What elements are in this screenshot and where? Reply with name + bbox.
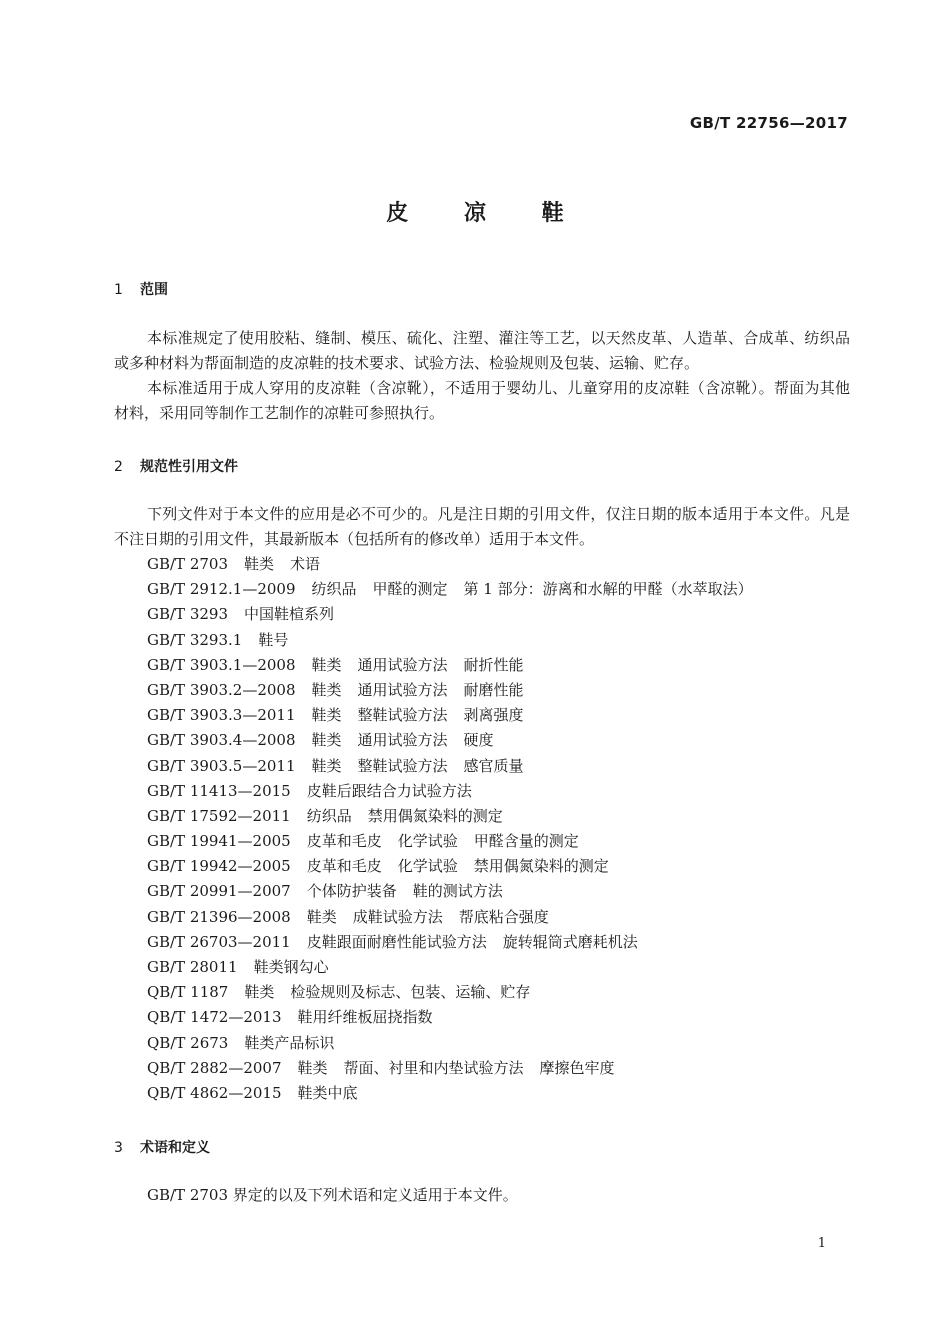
reference-code: GB/T 3903.2—2008 (147, 680, 296, 699)
reference-title-part: 感官质量 (463, 756, 524, 775)
reference-title-part: 个体防护装备 (306, 882, 397, 901)
reference-code: GB/T 19942—2005 (147, 857, 291, 876)
standard-code: GB/T 22756—2017 (689, 114, 848, 132)
reference-item (147, 577, 753, 602)
reference-code: QB/T 4862—2015 (147, 1083, 282, 1102)
section-number: 2 (114, 459, 123, 475)
reference-title-part: 整鞋试验方法 (357, 756, 448, 775)
reference-item (147, 552, 753, 577)
reference-title-part: 鞋类 (297, 1058, 328, 1077)
reference-title-part: 鞋类钢勾心 (253, 958, 329, 976)
reference-title-part: 术语 (290, 555, 321, 573)
reference-title-part: 鞋用纤维板屈挠指数 (297, 1008, 433, 1027)
reference-item (147, 1031, 753, 1056)
reference-item (147, 754, 753, 779)
reference-code: GB/T 3903.4—2008 (147, 731, 296, 750)
reference-title-part: 化学试验 (397, 832, 458, 851)
reference-title-part: 甲醛的测定 (372, 580, 448, 599)
reference-title-part: 通用试验方法 (357, 680, 448, 699)
reference-code: GB/T 2912.1—2009 (147, 580, 296, 599)
reference-title-part: 皮革和毛皮 (306, 832, 382, 851)
reference-title-part: 硬度 (463, 731, 494, 750)
normative-references-list (147, 552, 753, 1106)
reference-title-part: 纺织品 (306, 806, 352, 825)
reference-title-part: 整鞋试验方法 (357, 706, 448, 725)
reference-item (147, 955, 753, 980)
section-2-heading (114, 456, 238, 476)
section-number: 3 (114, 1140, 123, 1156)
reference-title-part: 皮鞋跟面耐磨性能试验方法 (306, 932, 487, 951)
reference-code: QB/T 2673 (147, 1033, 229, 1052)
reference-title-part: 鞋的测试方法 (412, 882, 503, 901)
title-char: 凉 (463, 201, 486, 226)
reference-code: GB/T 19941—2005 (147, 832, 291, 851)
reference-item (147, 854, 753, 879)
section-1-paragraph-2: 本标准适用于成人穿用的皮凉鞋（含凉靴），不适用于婴幼儿、儿童穿用的皮凉鞋（含凉靴）。帮面为其他材料，采用同等制作工艺制作的凉鞋可参照执行。 (114, 379, 850, 422)
section-3-heading (114, 1137, 210, 1157)
section-title: 范围 (140, 282, 168, 298)
reference-item (147, 628, 753, 653)
reference-item (147, 602, 753, 627)
reference-item (147, 653, 753, 678)
reference-item (147, 703, 753, 728)
reference-title-part: 鞋号 (258, 630, 289, 649)
section-number: 1 (114, 282, 123, 298)
section-title: 术语和定义 (140, 1140, 210, 1156)
section-title: 规范性引用文件 (140, 459, 238, 475)
reference-item (147, 905, 753, 930)
reference-item (147, 804, 753, 829)
reference-title-part: 帮底粘合强度 (458, 907, 549, 926)
reference-title-part: 纺织品 (311, 580, 357, 599)
reference-item (147, 1081, 753, 1106)
reference-code: GB/T 3903.1—2008 (147, 655, 296, 674)
reference-title-part: 通用试验方法 (357, 731, 448, 750)
reference-title-part: 第 1 部分：游离和水解的甲醛（水萃取法） (463, 580, 753, 599)
reference-title-part: 耐折性能 (463, 655, 524, 674)
reference-title-part: 中国鞋楦系列 (244, 605, 335, 624)
reference-code: GB/T 3293.1 (147, 630, 243, 649)
reference-item (147, 1056, 753, 1081)
reference-title-part: 化学试验 (397, 857, 458, 876)
reference-code: QB/T 1472—2013 (147, 1008, 282, 1027)
reference-title-part: 皮革和毛皮 (306, 857, 382, 876)
reference-code: GB/T 11413—2015 (147, 781, 291, 800)
reference-title-part: 鞋类 (244, 555, 275, 573)
section-2-paragraph-1: 下列文件对于本文件的应用是必不可少的。凡是注日期的引用文件，仅注日期的版本适用于本文件。凡是不注日期的引用文件，其最新版本（包括所有的修改单）适用于本文件。 (114, 505, 850, 548)
reference-title-part: 甲醛含量的测定 (473, 832, 579, 851)
reference-code: QB/T 1187 (147, 983, 229, 1002)
reference-code: GB/T 17592—2011 (147, 806, 291, 825)
reference-code: GB/T 3903.5—2011 (147, 756, 296, 775)
reference-title-part: 鞋类产品标识 (244, 1033, 335, 1052)
reference-title-part: 鞋类 (311, 731, 342, 750)
reference-title-part: 鞋类 (244, 983, 275, 1002)
reference-title-part: 禁用偶氮染料的测定 (367, 806, 503, 825)
reference-title-part: 耐磨性能 (463, 680, 524, 699)
reference-title-part: 剥离强度 (463, 706, 524, 725)
reference-title-part: 检验规则及标志、包装、运输、贮存 (290, 983, 531, 1002)
reference-title-part: 通用试验方法 (357, 655, 448, 674)
reference-item (147, 930, 753, 955)
reference-item (147, 728, 753, 753)
reference-code: GB/T 21396—2008 (147, 907, 291, 926)
reference-title-part: 鞋类 (311, 655, 342, 674)
section-3-paragraph-1: GB/T 2703 界定的以及下列术语和定义适用于本文件。 (147, 1186, 518, 1204)
section-1-heading (114, 279, 168, 299)
reference-title-part: 鞋类 (311, 680, 342, 699)
reference-title-part: 鞋类 (311, 756, 342, 775)
reference-title-part: 皮鞋后跟结合力试验方法 (306, 781, 472, 800)
reference-title-part: 旋转辊筒式磨耗机法 (502, 932, 638, 951)
reference-title-part: 鞋类 (311, 706, 342, 725)
reference-code: QB/T 2882—2007 (147, 1058, 282, 1077)
reference-item (147, 1005, 753, 1030)
reference-item (147, 879, 753, 904)
reference-code: GB/T 2703 (147, 555, 229, 573)
reference-item (147, 980, 753, 1005)
reference-code: GB/T 3293 (147, 605, 229, 624)
reference-title-part: 禁用偶氮染料的测定 (473, 857, 609, 876)
reference-title-part: 帮面、衬里和内垫试验方法 (343, 1058, 524, 1077)
reference-item (147, 829, 753, 854)
document-title (0, 196, 950, 227)
reference-item (147, 678, 753, 703)
title-char: 鞋 (541, 201, 564, 226)
reference-code: GB/T 3903.3—2011 (147, 706, 296, 725)
reference-code: GB/T 28011 (147, 958, 238, 976)
page-number: 1 (817, 1236, 826, 1251)
section-1-paragraph-1: 本标准规定了使用胶粘、缝制、模压、硫化、注塑、灌注等工艺，以天然皮革、人造革、合成革、纺织品或多种材料为帮面制造的皮凉鞋的技术要求、试验方法、检验规则及包装、运输、贮存。 (114, 329, 850, 372)
reference-title-part: 鞋类中底 (297, 1083, 358, 1102)
reference-title-part: 鞋类 (306, 907, 337, 926)
reference-item (147, 779, 753, 804)
reference-title-part: 成鞋试验方法 (352, 907, 443, 926)
reference-code: GB/T 26703—2011 (147, 932, 291, 951)
reference-code: GB/T 20991—2007 (147, 882, 291, 901)
title-char: 皮 (386, 201, 409, 226)
reference-title-part: 摩擦色牢度 (539, 1058, 615, 1077)
